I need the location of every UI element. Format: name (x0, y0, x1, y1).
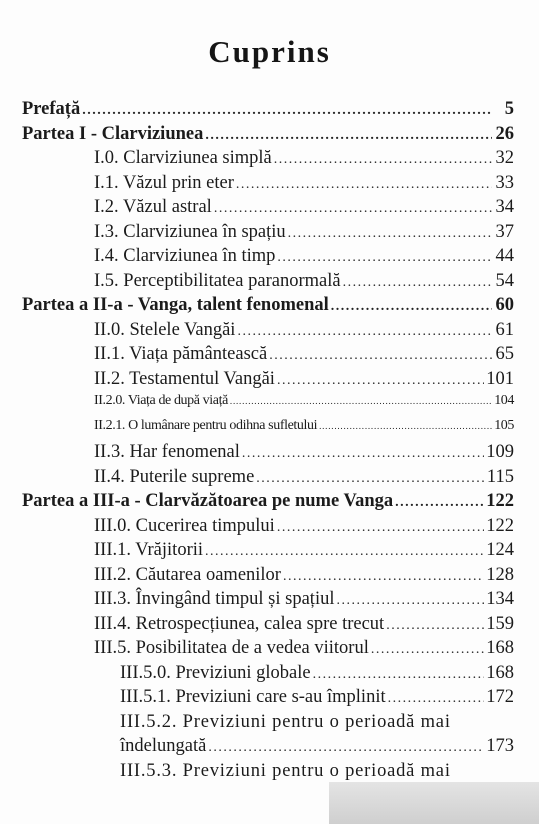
toc-page-number: 26 (495, 123, 514, 144)
table-of-contents (22, 99, 514, 785)
toc-page-number: 168 (486, 662, 514, 683)
toc-part-entry (22, 124, 514, 149)
dot-leader (277, 250, 492, 266)
toc-entry (22, 246, 514, 271)
dot-leader (237, 324, 492, 340)
toc-entry-title: Prefață (22, 99, 81, 119)
dot-leader (205, 544, 484, 560)
toc-page-number: 115 (486, 466, 514, 487)
toc-entry (22, 320, 514, 345)
toc-entry-title: Partea a III-a - Clarvăzătoarea pe nume Vanga (22, 491, 394, 511)
toc-page-number: 172 (486, 687, 514, 707)
dot-leader (236, 177, 492, 193)
toc-entry-title: III.2. Căutarea oamenilor (94, 564, 281, 585)
toc-entry-title: II.2.1. O lumânare pentru odihna sufletului (94, 417, 318, 433)
toc-entry (22, 712, 514, 737)
toc-entry-title: îndelungată (120, 736, 207, 756)
dot-leader (82, 103, 492, 119)
toc-entry (22, 418, 514, 443)
dot-leader (274, 152, 492, 168)
toc-page-number: 122 (486, 491, 514, 511)
toc-page-number: 34 (495, 197, 514, 217)
toc-entry-title: III.4. Retrospecțiunea, calea spre trecut (94, 613, 385, 634)
toc-page-number: 109 (486, 442, 514, 462)
toc-entry (22, 516, 514, 541)
dot-leader (256, 471, 485, 487)
toc-entry-title: I.2. Văzul astral (94, 197, 212, 217)
toc-entry-title: III.0. Cucerirea timpului (94, 515, 275, 536)
toc-entry (22, 736, 514, 761)
toc-page-number: 54 (495, 270, 514, 291)
dot-leader (288, 226, 492, 242)
toc-page-number: 65 (495, 344, 514, 364)
toc-entry-title: II.4. Puterile supreme (94, 466, 255, 487)
toc-entry-title: III.5.0. Previziuni globale (120, 662, 311, 683)
toc-page-number: 37 (495, 221, 514, 242)
toc-entry-title: II.3. Har fenomenal (94, 442, 240, 462)
toc-entry (22, 197, 514, 222)
toc-entry (22, 687, 514, 712)
toc-page-number: 33 (495, 172, 514, 193)
dot-leader (242, 446, 484, 462)
toc-entry-title: Partea a II-a - Vanga, talent fenomenal (22, 295, 329, 315)
toc-entry-title: III.3. Învingând timpul și spațiul (94, 589, 335, 609)
dot-leader (331, 299, 492, 315)
toc-entry-title: II.0. Stelele Vangăi (94, 319, 236, 340)
dot-leader (395, 495, 484, 511)
toc-page-number: 60 (495, 295, 514, 315)
toc-page-number: 173 (486, 736, 514, 756)
toc-page-number: 32 (495, 148, 514, 168)
dot-leader (230, 396, 492, 406)
toc-entry (22, 442, 514, 467)
toc-entry-title: II.2.0. Viața de după viață (94, 393, 228, 408)
toc-entry-title: I.0. Clarviziunea simplă (94, 148, 272, 168)
toc-page-number: 159 (486, 613, 514, 634)
toc-entry-title: I.4. Clarviziunea în timp (94, 246, 276, 266)
toc-entry (22, 393, 514, 418)
dot-leader (388, 691, 485, 707)
toc-entry (22, 589, 514, 614)
toc-entry (22, 173, 514, 198)
dot-leader (319, 421, 492, 431)
toc-entry-title: III.1. Vrăjitorii (94, 540, 204, 560)
toc-page-number: 104 (494, 393, 514, 408)
toc-page-number: 124 (486, 540, 514, 560)
toc-entry-title: I.5. Perceptibilitatea paranormală (94, 270, 341, 291)
toc-entry-title: III.5.3. Previziuni pentru o perioadă mai (120, 760, 451, 781)
dot-leader (214, 201, 492, 217)
toc-page-number: 101 (486, 368, 514, 389)
toc-entry (22, 540, 514, 565)
toc-page-number: 5 (504, 99, 514, 119)
toc-entry-title: Partea I - Clarviziunea (22, 123, 204, 144)
toc-page-number: 122 (486, 515, 514, 536)
toc-entry (22, 614, 514, 639)
toc-page-number: 134 (486, 589, 514, 609)
dot-leader (277, 373, 484, 389)
toc-entry (22, 565, 514, 590)
toc-entry (22, 271, 514, 296)
toc-page-number: 128 (486, 564, 514, 585)
dot-leader (283, 569, 484, 585)
toc-page-number: 105 (494, 417, 514, 433)
toc-entry (22, 663, 514, 688)
toc-part-entry (22, 491, 514, 516)
dot-leader (343, 275, 492, 291)
toc-page-number: 168 (486, 638, 514, 658)
toc-entry (22, 369, 514, 394)
dot-leader (371, 642, 484, 658)
toc-page-number: 61 (495, 319, 514, 340)
toc-part-entry (22, 99, 514, 124)
dot-leader (269, 348, 492, 364)
toc-entry-title: II.1. Viața pământească (94, 344, 268, 364)
dot-leader (205, 128, 492, 144)
toc-entry-title: II.2. Testamentul Vangăi (94, 368, 275, 389)
toc-entry-title: I.1. Văzul prin eter (94, 172, 234, 193)
dot-leader (386, 618, 484, 634)
toc-entry (22, 222, 514, 247)
toc-entry-title: III.5.2. Previziuni pentru o perioadă mai (120, 711, 451, 732)
page-title: Cuprins (208, 34, 331, 69)
toc-entry-title: III.5. Posibilitatea de a vedea viitorul (94, 638, 369, 658)
toc-entry (22, 638, 514, 663)
dot-leader (336, 593, 484, 609)
toc-entry-title: III.5.1. Previziuni care s-au împlinit (120, 687, 386, 707)
scan-shadow (329, 782, 539, 824)
toc-part-entry (22, 295, 514, 320)
dot-leader (313, 667, 485, 683)
toc-entry (22, 148, 514, 173)
toc-page-number: 44 (495, 246, 514, 266)
dot-leader (277, 520, 484, 536)
toc-entry (22, 467, 514, 492)
toc-entry (22, 344, 514, 369)
toc-entry-title: I.3. Clarviziunea în spațiu (94, 221, 286, 242)
dot-leader (208, 740, 484, 756)
